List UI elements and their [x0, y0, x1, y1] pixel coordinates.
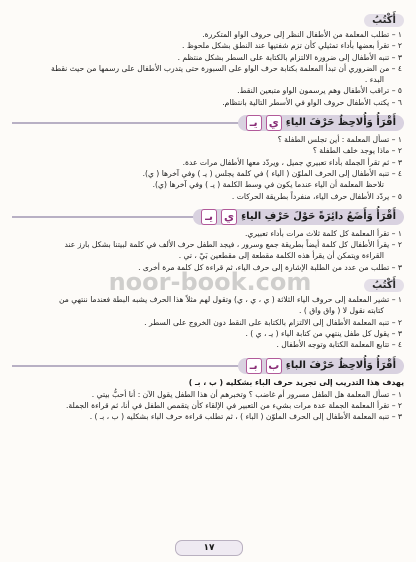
section-lead: يهدف هذا التدريب إلى تجريد حرف الباء بشكليه ( ب ، بـ ) — [188, 377, 404, 387]
section-title: أَكْتُبُ — [364, 279, 404, 292]
section-label — [193, 209, 404, 225]
instruction-item: ٢ – تقرأ المعلمة الجملة عدة مرات بشيء من التعبير في الإلقاء كأن يتقمص الطفل في أنا، ثم قراءة الجملة. — [66, 400, 402, 410]
instruction-item: القراءة ويتمكن أن يقرأ هذه الكلمة مقطعة إلى مقطعين بَيْ ، تي . — [178, 251, 384, 261]
page-number: ١٧ — [175, 540, 243, 556]
instruction-item: ٣ – تنبه الأطفال إلى ضرورة الالتزام بالكتابة على السطر بشكل منتظم . — [177, 52, 402, 62]
section-label — [238, 115, 404, 131]
instruction-item: ٣ – تطلب من عدد من الطلبة الإشارة إلى حرف الياء، ثم قراءة كل كلمة مرة أخرى . — [138, 262, 402, 272]
section-title: أَكْتُبُ — [364, 14, 404, 27]
section-header-bar — [12, 115, 404, 131]
section — [12, 209, 404, 273]
instruction-list — [12, 294, 404, 350]
instruction-item: ١ – تشير المعلمة إلى حروف الياء الثلاثة ( ي ، ي ، ي) وتقول لهم مثلاً هذا الحرف يشبه البطة فعندما ننتهي من — [59, 295, 402, 305]
instruction-item: ٤ – تنبه الأطفال إلى الحرف الملوّن ( الياء ) في كلمة يجلس ( يـ ) وفي آخرها ( ي). — [142, 168, 402, 178]
watermark: noor-book.com — [108, 268, 312, 296]
instruction-item: ٣ – تنبه المعلمة الأطفال إلى الحرف الملوّن ( الباء ) ، ثم تطلب قراءة حرف الباء بشكليه ( ب ، بـ ) . — [89, 412, 402, 422]
instruction-item: ١ – تسأل المعلمة : أين تجلس الطفلة ؟ — [277, 135, 402, 145]
letter-form-box: ي — [221, 209, 237, 225]
instruction-list — [12, 29, 404, 108]
instruction-item: كتابته نقول لا ( واق واق ) . — [299, 306, 384, 316]
instruction-item: ٤ – من الضروري أن تبدأ المعلمة بكتابة حرف الواو على السبورة حتى يتدرب الأطفال على رسمها من حيث نقطة — [51, 63, 402, 73]
instruction-item: ١ – تطلب المعلمة من الأطفال النظر إلى حروف الواو المتكررة. — [202, 30, 402, 39]
letter-form-box: ي — [266, 115, 282, 131]
section-label — [238, 358, 404, 374]
section-header — [12, 14, 404, 27]
instruction-item: ١ – تسأل المعلمة هل الطفل مسرور أم غاضب ؟ وتخبرهم أن هذا الطفل يقول الآن : أنا أحبُّ بيتي . — [91, 389, 402, 399]
letter-form-box: يـ — [246, 115, 262, 131]
instruction-list — [12, 228, 404, 273]
instruction-item: ٢ – تنبه المعلمة الأطفال إلى الالتزام بالكتابة على النقط دون الخروج على السطر . — [144, 317, 402, 327]
instruction-list — [12, 389, 404, 423]
section — [12, 14, 404, 108]
instruction-item: ١ – تقرأ المعلمة كل كلمة ثلاث مرات بأداء تعبيري. — [245, 228, 402, 238]
section-header-bar — [12, 209, 404, 225]
letter-form-box: بـ — [246, 358, 262, 374]
instruction-list — [12, 134, 404, 202]
section — [12, 115, 404, 202]
instruction-item: ٢ – تقرأ بعضها بأداء تمثيلي كأن تزم شفتيها عند النطق بشكل ملحوظ . — [182, 41, 402, 51]
instruction-item: ٢ – ماذا يوجد خلف الطفلة ؟ — [312, 146, 402, 156]
instruction-item: البدء . — [364, 75, 384, 85]
instruction-item: ٢ – يقرأ الأطفال كل كلمة أيضاً بطريقة جمع وسرور ، فيجد الطفل حرف الألف في كلمة لبيتنا بشكل بارز عند — [64, 240, 402, 250]
instruction-item: ٣ – يقول كل طفل ينتهي من كتابة الياء ( يـ ، ي ) . — [245, 328, 402, 338]
instruction-item: ٤ – تتابع المعلمة الكتابة وتوجه الأطفال . — [276, 340, 402, 350]
section-title: أَقْرَأُ وَأُلاحِظُ حَرْفَ الياءِ — [285, 117, 396, 129]
section-title: أَقْرَأُ وَأَضَعُ دائِرَةً حَوْلَ حَرْفِ الياءِ — [241, 210, 396, 222]
instruction-item: ٦ – يكتب الأطفال حروف الواو في الأسطر التالية بانتظام. — [222, 97, 402, 107]
instruction-item: تلاحظ المعلمة أن الياء عندما يكون في وسط الكلمة ( يـ ) وفي آخرها (ي). — [152, 180, 384, 190]
section — [12, 358, 404, 423]
instruction-item: ٥ – يردّد الأطفال حرف الياء، منفرداً بطريقة الحركات . — [231, 191, 402, 201]
section-title: أَقْرَأُ وَأُلاحِظُ حَرْفَ الباءِ — [285, 359, 396, 371]
instruction-item: ٣ – ثم تقرأ الجملة بأداء تعبيري جميل ، ويردّد معها الأطفال مرات عدة. — [182, 157, 402, 167]
letter-form-box: ب — [266, 358, 282, 374]
letter-form-box: يـ — [201, 209, 217, 225]
section-header-bar — [12, 358, 404, 374]
instruction-item: ٥ – تراقب الأطفال وهم يرسمون الواو متبعين النقط. — [237, 86, 402, 96]
